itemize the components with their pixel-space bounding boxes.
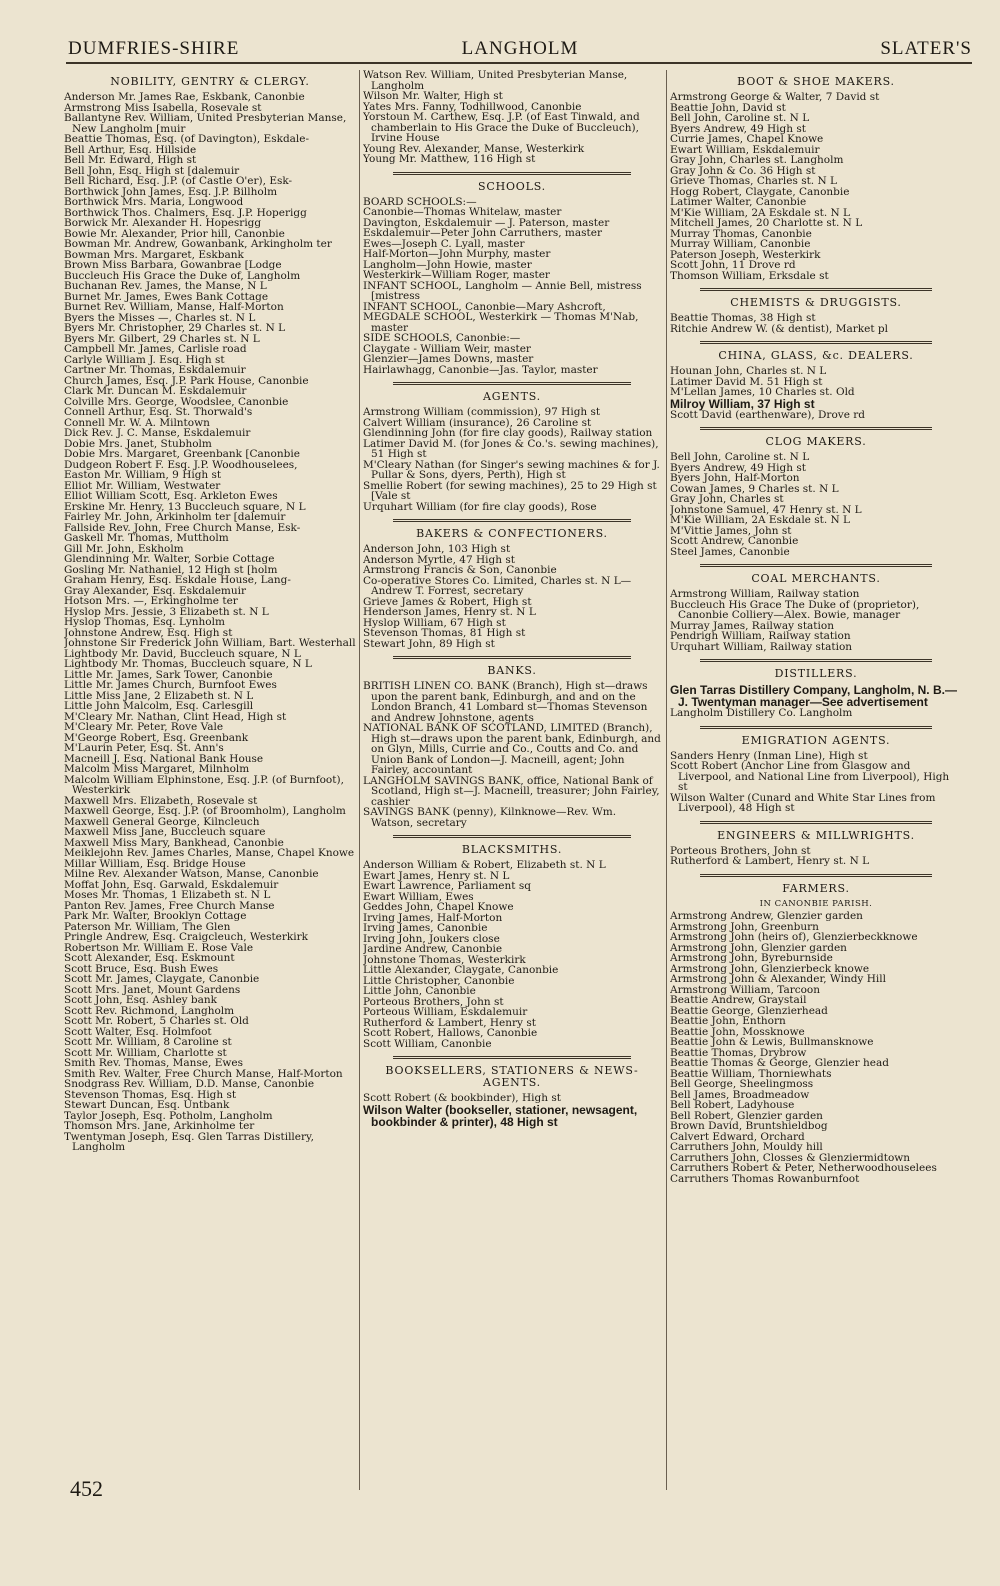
directory-entry: Borthwick Mrs. Maria, Longwood (64, 196, 244, 208)
directory-entry: Bowman Mr. Andrew, Gowanbank, Arkingholm ter (64, 238, 332, 250)
directory-entry: Murray Thomas, Canonbie (670, 227, 812, 240)
directory-entry: Campbell Mr. James, Carlisle road (64, 343, 247, 355)
directory-entry: Wilson Walter (Cunard and White Star Lines from Liverpool), 48 High st (670, 791, 936, 814)
directory-entry: Thomson Mrs. Jane, Arkinholme ter (64, 1120, 255, 1132)
header-town: LANGHOLM (461, 38, 579, 59)
directory-entry: Currie James, Chapel Knowe (670, 133, 824, 145)
directory-entry: Macneill J. Esq. National Bank House (64, 752, 264, 765)
directory-entry: Burnet Mr. James, Ewes Bank Cottage (64, 290, 269, 303)
directory-entry: Smith Rev. Thomas, Manse, Ewes (64, 1057, 243, 1069)
directory-entry: Calvert Edward, Orchard (670, 1130, 805, 1143)
directory-entry: Ewart James, Henry st. N L (363, 869, 510, 882)
directory-entry: M'Cleary Mr. Peter, Rove Vale (64, 721, 224, 733)
directory-entry: Snodgrass Rev. William, D.D. Manse, Canonbie (64, 1078, 315, 1090)
directory-entry: Hyslop William, 67 High st (363, 616, 506, 629)
header-publisher: SLATER'S (880, 38, 972, 59)
directory-entry: Geddes John, Chapel Knowe (363, 901, 514, 913)
directory-entry: Bell Robert, Glenzier garden (670, 1109, 823, 1122)
directory-entry: Byers Mr. Christopher, 29 Charles st. N L (64, 322, 286, 334)
directory-entry: Little Mr. James Church, Burnfoot Ewes (64, 679, 277, 691)
directory-entry: Yates Mrs. Fanny, Todhillwood, Canonbie (363, 100, 582, 113)
directory-entry: Brown David, Bruntshieldbog (670, 1120, 828, 1132)
section-heading: BLACKSMITHS. (461, 843, 563, 856)
directory-entry: Beattie Thomas & George, Glenzier head (670, 1057, 889, 1069)
directory-entry: Armstrong William, Railway station (670, 588, 860, 600)
directory-entry: Little Alexander, Claygate, Canonbie (363, 964, 559, 976)
header-county: DUMFRIES-SHIRE (68, 38, 240, 59)
directory-entry: Bowman Mrs. Margaret, Eskbank (64, 248, 244, 261)
directory-entry: Dobie Mrs. Margaret, Greenbank [Canonbie (64, 448, 300, 460)
directory-entry: Co-operative Stores Co. Limited, Charles st. N L—Andrew T. Forrest, secretary (363, 574, 632, 597)
directory-entry: Young Rev. Alexander, Manse, Westerkirk (363, 142, 585, 155)
directory-entry: Little Mr. James, Sark Tower, Canonbie (64, 668, 273, 681)
column-2 (363, 70, 661, 1500)
directory-entry: Beattie Andrew, Graystail (670, 994, 807, 1006)
directory-entry: Scott Andrew, Canonbie (670, 535, 799, 547)
section-separator (393, 1056, 631, 1059)
section-separator (393, 835, 631, 838)
section-heading: CHINA, GLASS, &c. DEALERS. (718, 349, 914, 362)
directory-entry: Stevenson Thomas, 81 High st (363, 627, 526, 639)
directory-entry: Glenzier—James Downs, master (363, 353, 534, 365)
section-separator (393, 656, 631, 659)
directory-entry: Armstrong John, Byreburnside (670, 952, 833, 964)
directory-entry: Grieve James & Robert, High st (363, 595, 532, 608)
directory-entry: Scott Mr. Robert, 5 Charles st. Old (64, 1015, 249, 1027)
directory-entry: Maxwell Mrs. Elizabeth, Rosevale st (64, 794, 258, 807)
directory-entry: Buccleuch His Grace the Duke of, Langholm (64, 269, 301, 282)
directory-entry: Paterson Joseph, Westerkirk (670, 248, 821, 261)
section-heading: NOBILITY, GENTRY & CLERGY. (110, 75, 310, 88)
directory-entry: Bell John, Caroline st. N L (670, 451, 810, 463)
directory-entry: M'Lellan James, 10 Charles st. Old (670, 386, 855, 398)
directory-entry: Beattie George, Glenzierhead (670, 1004, 828, 1017)
directory-entry: Johnstone Thomas, Westerkirk (363, 953, 526, 966)
directory-entry: Byers Andrew, 49 High st (670, 461, 806, 474)
directory-entry: Beattie Thomas, 38 High st (670, 312, 816, 324)
directory-entry: Graham Henry, Esq. Eskdale House, Lang- (64, 574, 291, 586)
directory-entry: Urquhart William (for fire clay goods), Rose (363, 500, 597, 513)
directory-entry: Scott Bruce, Esq. Bush Ewes (64, 962, 219, 975)
directory-entry: Murray James, Railway station (670, 619, 834, 632)
section-separator (700, 564, 932, 567)
directory-entry: M'Vittie James, John st (670, 524, 792, 537)
directory-entry: Ewart Lawrence, Parliament sq (363, 880, 531, 892)
directory-entry: Pringle Andrew, Esq. Craigcleuch, Westerkirk (64, 931, 309, 943)
directory-entry: Maxwell George, Esq. J.P. (of Broomholm), Langholm (64, 805, 346, 817)
column-divider (666, 70, 667, 1490)
page-number: 452 (70, 1476, 103, 1501)
page-header (68, 38, 972, 64)
directory-entry: Dick Rev. J. C. Manse, Eskdalemuir (64, 427, 251, 439)
directory-entry: Porteous Brothers, John st (670, 844, 811, 857)
section-heading: EMIGRATION AGENTS. (741, 733, 891, 747)
directory-entry: Stewart John, 89 High st (363, 637, 495, 650)
section-heading: SCHOOLS. (478, 179, 546, 193)
directory-entry: Calvert William (insurance), 26 Caroline st (363, 416, 592, 429)
directory-entry: Latimer Walter, Canonbie (670, 196, 807, 208)
directory-entry: Glendinning Mr. Walter, Sorbie Cottage (64, 553, 275, 565)
directory-entry: Hounan John, Charles st. N L (670, 365, 827, 377)
directory-entry: Rutherford & Lambert, Henry st. N L (670, 855, 870, 867)
directory-entry: Malcolm William Elphinstone, Esq. J.P. (of Burnfoot), Westerkirk (64, 773, 344, 796)
directory-entry: Scott Mrs. Janet, Mount Gardens (64, 983, 241, 996)
directory-entry: M'George Robert, Esq. Greenbank (64, 731, 249, 744)
directory-entry: MEGDALE SCHOOL, Westerkirk — Thomas M'Nab, master (363, 311, 639, 334)
directory-entry: Elliot William Scott, Esq. Arkleton Ewes (64, 490, 278, 502)
directory-entry: Borthwick John James, Esq. J.P. Billholm (64, 185, 278, 198)
directory-entry: Johnstone Samuel, 47 Henry st. N L (670, 503, 862, 516)
directory-entry: Davington, Eskdalemuir — J. Paterson, master (363, 216, 610, 229)
directory-entry: Armstrong George & Walter, 7 David st (670, 91, 880, 103)
directory-entry: Johnstone Andrew, Esq. High st (64, 626, 233, 639)
directory-entry: Bell John, Esq. High st [dalemuir (64, 164, 240, 177)
directory-entry: Connell Arthur, Esq. St. Thorwald's (64, 406, 253, 418)
directory-entry: Scott Robert (& bookbinder), High st (363, 1092, 561, 1104)
directory-entry: Irving James, Canonbie (363, 922, 488, 934)
directory-entry: Cowan James, 9 Charles st. N L (670, 482, 839, 495)
directory-entry: Scott Mr. William, Charlotte st (64, 1046, 227, 1059)
directory-entry: Beattie John, Enthorn (670, 1015, 786, 1027)
directory-entry: Taylor Joseph, Esq. Potholm, Langholm (64, 1109, 273, 1122)
directory-entry: Park Mr. Walter, Brooklyn Cottage (64, 910, 247, 922)
directory-entry: Connell Mr. W. A. Milntown (64, 416, 210, 429)
directory-entry: Gray John & Co. 36 High st (670, 164, 816, 177)
directory-entry: Gill Mr. John, Eskholm (64, 542, 184, 555)
section-subheading: IN CANONBIE PARISH. (759, 898, 873, 909)
directory-entry: Armstrong John (heirs of), Glenzierbeckknowe (670, 931, 918, 943)
directory-entry: Hyslop Thomas, Esq. Lynholm (64, 616, 225, 628)
directory-entry: Wilson Walter (bookseller, stationer, newsagent, bookbinder & printer), 48 High st (363, 1102, 638, 1129)
directory-entry: Fallside Rev. John, Free Church Manse, Esk- (64, 521, 301, 534)
directory-entry: Hotson Mrs. —, Erkingholme ter (64, 595, 238, 607)
directory-entry: BOARD SCHOOLS:— (363, 195, 477, 208)
directory-entry: Bell Mr. Edward, High st (64, 154, 197, 166)
directory-entry: Beattie John, David st (670, 101, 786, 114)
section-separator (393, 382, 631, 385)
section-separator (700, 659, 932, 662)
directory-entry: Scott Alexander, Esq. Eskmount (64, 952, 235, 964)
directory-entry: Smellie Robert (for sewing machines), 25 to 29 High st [Vale st (363, 479, 657, 502)
directory-entry: SAVINGS BANK (penny), Kilnknowe—Rev. Wm. Watson, secretary (363, 806, 617, 829)
directory-entry: Borthwick Thos. Chalmers, Esq. J.P. Hoperigg (64, 206, 307, 219)
directory-entry: Panton Rev. James, Free Church Manse (64, 899, 275, 912)
directory-entry: Sanders Henry (Inman Line), High st (670, 749, 868, 762)
directory-entry: Half-Morton—John Murphy, master (363, 248, 551, 260)
directory-entry: Armstrong John, Glenzier garden (670, 941, 847, 954)
section-heading: BANKS. (487, 664, 537, 677)
directory-entry: M'Cleary Nathan (for Singer's sewing machines & for J. Pullar & Sons, dyers, Perth), High st (363, 458, 660, 481)
directory-entry: Armstrong William, Tarcoon (670, 983, 821, 996)
directory-entry: Clark Mr. Duncan M. Eskdalemuir (64, 385, 247, 397)
directory-entry: Maxwell Miss Mary, Bankhead, Canonbie (64, 836, 284, 849)
directory-entry: Little John, Canonbie (363, 985, 476, 997)
directory-entry: Anderson John, 103 High st (363, 543, 511, 555)
section-heading: COAL MERCHANTS. (751, 572, 881, 585)
directory-entry: Burnet Rev. William, Manse, Half-Morton (64, 301, 284, 313)
directory-entry: Anderson Myrtle, 47 High st (363, 553, 515, 566)
section-separator (700, 427, 932, 430)
directory-entry: Ewes—Joseph C. Lyall, master (363, 237, 525, 250)
directory-entry: Glen Tarras Distillery Company, Langholm, N. B.—J. Twentyman manager—See advertisement (670, 683, 957, 709)
directory-entry: INFANT SCHOOL, Canonbie—Mary Ashcroft, (363, 300, 606, 313)
directory-entry: Milroy William, 37 High st (670, 396, 815, 411)
directory-entry: Armstrong Andrew, Glenzier garden (670, 910, 863, 922)
directory-entry: Little Christopher, Canonbie (363, 974, 515, 987)
directory-entry: M'Cleary Mr. Nathan, Clint Head, High st (64, 710, 287, 723)
section-separator (700, 874, 932, 877)
directory-entry: Johnstone Sir Frederick John William, Bart. Westerhall (64, 637, 356, 649)
directory-entry: Bell John, Caroline st. N L (670, 112, 810, 124)
directory-entry: Meiklejohn Rev. James Charles, Manse, Chapel Knowe (64, 847, 355, 859)
directory-entry: Armstrong John & Alexander, Windy Hill (670, 973, 886, 985)
directory-entry: Eskdalemuir—Peter John Carruthers, master (363, 227, 602, 239)
directory-entry: Easton Mr. William, 9 High st (64, 469, 222, 481)
section-separator (700, 821, 932, 824)
directory-entry: Malcolm Miss Margaret, Milnholm (64, 763, 250, 775)
directory-entry: Little John Malcolm, Esq. Carlesgill (64, 700, 254, 712)
directory-entry: Porteous William, Eskdalemuir (363, 1006, 528, 1018)
directory-entry: Gray John, Charles st. Langholm (670, 154, 844, 166)
directory-entry: Hogg Robert, Claygate, Canonbie (670, 185, 850, 198)
directory-entry: Ballantyne Rev. William, United Presbyterian Manse, New Langholm [muir (64, 112, 347, 135)
section-heading: FARMERS. (782, 881, 850, 895)
directory-entry: M'Kie William, 2A Eskdale st. N L (670, 206, 851, 219)
directory-entry: Carruthers John, Mouldy hill (670, 1141, 823, 1153)
directory-entry: Urquhart William, Railway station (670, 640, 853, 653)
section-separator (393, 519, 631, 522)
directory-entry: Moses Mr. Thomas, 1 Elizabeth st. N L (64, 889, 271, 901)
directory-entry: Carruthers Thomas Rowanburnfoot (670, 1172, 860, 1185)
directory-entry: Armstrong John, Glenzierbeck knowe (670, 962, 870, 975)
directory-entry: Paterson Mr. William, The Glen (64, 920, 231, 933)
directory-entry: Scott Rev. Richmond, Langholm (64, 1004, 235, 1017)
directory-entry: Porteous Brothers, John st (363, 995, 504, 1008)
directory-entry: Maxwell Miss Jane, Buccleuch square (64, 826, 266, 838)
section-heading: BOOT & SHOE MAKERS. (737, 75, 895, 88)
directory-entry: Young Mr. Matthew, 116 High st (363, 153, 536, 165)
section-heading: BOOKSELLERS, STATIONERS & NEWS-AGENTS. (385, 1064, 639, 1089)
section-heading: CLOG MAKERS. (765, 435, 867, 448)
directory-entry: Canonbie—Thomas Whitelaw, master (363, 206, 562, 218)
directory-entry: Bell Robert, Ladyhouse (670, 1099, 795, 1111)
directory-entry: Lightbody Mr. Thomas, Buccleuch square, N L (64, 658, 312, 670)
directory-entry: Gaskell Mr. Thomas, Muttholm (64, 532, 229, 544)
directory-entry: Scott Robert, Hallows, Canonbie (363, 1027, 538, 1039)
directory-entry: Armstrong Francis & Son, Canonbie (363, 564, 557, 576)
directory-entry: Stevenson Thomas, Esq. High st (64, 1088, 237, 1101)
directory-entry: Hyslop Mrs. Jessie, 3 Elizabeth st. N L (64, 605, 269, 618)
directory-entry: Irving James, Half-Morton (363, 911, 503, 924)
directory-entry: Yorstoun M. Carthew, Esq. J.P. (of East Tinwald, and chamberlain to His Grace the Duke of Buccleuch), Irvine House (363, 111, 640, 144)
directory-entry: Langholm—John Howie, master (363, 258, 532, 271)
directory-entry: Brown Miss Barbara, Gowanbrae [Lodge (64, 259, 282, 271)
directory-entry: Bell Arthur, Esq. Hillside (64, 143, 197, 156)
directory-entry: BRITISH LINEN CO. BANK (Branch), High st—draws upon the parent bank, Edinburgh, and and on the London Branch, 41 Lombard st—Thomas Stevenson and Andrew Johnstone, agents (363, 680, 648, 724)
directory-entry: Milne Rev. Alexander Watson, Manse, Canonbie (64, 868, 319, 880)
directory-entry: Bell James, Broadmeadow (670, 1088, 810, 1101)
directory-entry: Beattie Thomas, Esq. (of Davington), Eskdale- (64, 133, 310, 145)
directory-entry: Henderson James, Henry st. N L (363, 606, 536, 618)
directory-entry: Grieve Thomas, Charles st. N L (670, 175, 837, 187)
section-heading: AGENTS. (483, 390, 541, 403)
directory-entry: Anderson William & Robert, Elizabeth st. N L (363, 859, 606, 871)
directory-entry: Twentyman Joseph, Esq. Glen Tarras Distillery, Langholm (64, 1130, 314, 1153)
directory-entry: Hairlawhagg, Canonbie—Jas. Taylor, master (363, 363, 598, 376)
directory-entry: Bell Richard, Esq. J.P. (of Castle O'er), Esk- (64, 175, 293, 187)
directory-entry: Buchanan Rev. James, the Manse, N L (64, 280, 267, 292)
section-separator (700, 341, 932, 344)
section-heading: CHEMISTS & DRUGGISTS. (730, 296, 902, 309)
directory-entry: Latimer David M. (for Jones & Co.'s. sewing machines), 51 High st (363, 437, 659, 460)
directory-entry: Murray William, Canonbie (670, 238, 811, 250)
directory-entry: Carruthers John, Closses & Glenziermidtown (670, 1151, 911, 1164)
directory-entry: Stewart Duncan, Esq. Untbank (64, 1099, 230, 1111)
directory-entry: Rutherford & Lambert, Henry st (363, 1016, 536, 1029)
directory-entry: Robertson Mr. William E. Rose Vale (64, 941, 254, 954)
column-3 (670, 70, 962, 1500)
directory-entry: Scott Robert (Anchor Line from Glasgow and Liverpool, and National Line from Liverpool), High st (670, 760, 950, 793)
directory-entry: Scott John, Esq. Ashley bank (64, 994, 218, 1006)
directory-entry: Gosling Mr. Nathaniel, 12 High st [holm (64, 563, 278, 576)
directory-entry: Glendinning John (for fire clay goods), Railway station (363, 427, 653, 439)
directory-entry: Latimer David M. 51 High st (670, 375, 823, 388)
directory-entry: Bell George, Sheelingmoss (670, 1078, 814, 1090)
directory-entry: INFANT SCHOOL, Langholm — Annie Bell, mistress [mistress (363, 279, 642, 302)
section-separator (700, 288, 932, 291)
directory-entry: Bowie Mr. Alexander, Prior hill, Canonbie (64, 227, 285, 240)
directory-entry: Wilson Mr. Walter, High st (363, 90, 503, 102)
directory-entry: Scott Walter, Esq. Holmfoot (64, 1025, 212, 1038)
directory-entry: Armstrong John, Greenburn (670, 920, 819, 933)
directory-entry: Scott Mr. William, 8 Caroline st (64, 1036, 232, 1048)
directory-entry: Claygate - William Weir, master (363, 342, 531, 355)
directory-entry: Langholm Distillery Co. Langholm (670, 707, 853, 719)
directory-entry: Church James, Esq. J.P. Park House, Canonbie (64, 374, 309, 387)
directory-entry: Cartner Mr. Thomas, Eskdalemuir (64, 364, 246, 376)
directory-entry: Elliot Mr. William, Westwater (64, 479, 221, 492)
directory-entry: Ewart William, Ewes (363, 890, 474, 903)
directory-entry: Byers the Misses —, Charles st. N L (64, 311, 256, 324)
directory-entry: Maxwell General George, Kilncleuch (64, 815, 260, 828)
directory-entry: Dobie Mrs. Janet, Stubholm (64, 437, 212, 450)
directory-entry: Anderson Mr. James Rae, Eskbank, Canonbie (64, 91, 305, 103)
directory-entry: M'Laurin Peter, Esq. St. Ann's (64, 742, 224, 754)
header-rule (66, 62, 972, 64)
directory-entry: Beattie William, Thorniewhats (670, 1067, 832, 1080)
column-divider (359, 70, 360, 1490)
directory-entry: Scott John, 11 Drove rd (670, 259, 796, 271)
directory-entry: Armstrong William (commission), 97 High st (363, 406, 601, 418)
directory-entry: Smith Rev. Walter, Free Church Manse, Half-Morton (64, 1067, 343, 1080)
directory-entry: M'Kie William, 2A Eskdale st. N L (670, 514, 851, 526)
directory-entry: Beattie John, Mossknowe (670, 1025, 805, 1038)
directory-entry: Buccleuch His Grace The Duke of (proprietor), Canonbie Colliery—Alex. Bowie, manager (670, 598, 920, 621)
directory-entry: LANGHOLM SAVINGS BANK, office, National Bank of Scotland, High st—J. Macneill, treasurer; John Fairley, cashier (363, 774, 660, 808)
directory-entry: Fairley Mr. John, Arkinholm ter [dalemuir (64, 511, 286, 523)
directory-entry: Millar William, Esq. Bridge House (64, 857, 246, 870)
directory-entry: Armstrong Miss Isabella, Rosevale st (64, 101, 262, 114)
directory-entry: Jardine Andrew, Canonbie (363, 943, 503, 955)
directory-entry: Irving John, Joukers close (363, 932, 500, 945)
section-heading: ENGINEERS & MILLWRIGHTS. (717, 828, 915, 842)
directory-entry: Watson Rev. William, United Presbyterian Manse, Langholm (363, 70, 628, 92)
directory-entry: Colville Mrs. George, Woodslee, Canonbie (64, 395, 289, 408)
section-heading: DISTILLERS. (774, 667, 858, 680)
directory-entry: Moffat John, Esq. Garwald, Eskdalemuir (64, 878, 279, 891)
directory-entry: Borwick Mr. Alexander H. Hopesrigg (64, 217, 262, 229)
directory-entry: Ritchie Andrew W. (& dentist), Market pl (670, 322, 888, 335)
directory-entry: Westerkirk—William Roger, master (363, 269, 550, 281)
directory-entry: NATIONAL BANK OF SCOTLAND, LIMITED (Branch), High st—draws upon the parent bank, Edinburgh, and on Glyn, Mills, Currie and Co., Coutts and Co. and Union Bank of London—J. Macneill, agent; John Fairley, accountant (363, 722, 661, 776)
directory-entry: Beattie Thomas, Drybrow (670, 1046, 807, 1059)
directory-entry: Erskine Mr. Henry, 13 Buccleuch square, N L (64, 500, 306, 513)
directory-entry: Carruthers Robert & Peter, Netherwoodhouselees (670, 1162, 937, 1174)
directory-entry: Little Miss Jane, 2 Elizabeth st. N L (64, 689, 254, 702)
directory-entry: Gray John, Charles st (670, 493, 784, 505)
directory-entry: Ewart William, Eskdalemuir (670, 143, 820, 156)
directory-entry: Mitchell James, 20 Charlotte st. N L (670, 217, 863, 229)
directory-entry: Thomson William, Erksdale st (670, 269, 829, 282)
directory-entry: Dudgeon Robert F. Esq. J.P. Woodhouselees, (64, 458, 298, 471)
section-separator (700, 726, 932, 729)
directory-entry: Pendrigh William, Railway station (670, 630, 851, 642)
directory-entry: Byers Andrew, 49 High st (670, 122, 806, 135)
section-heading: BAKERS & CONFECTIONERS. (416, 527, 608, 540)
directory-entry: Byers John, Half-Morton (670, 472, 800, 484)
column-1 (64, 70, 356, 1500)
directory-entry: SIDE SCHOOLS, Canonbie:— (363, 332, 521, 344)
directory-entry: Scott William, Canonbie (363, 1037, 492, 1050)
directory-entry: Gray Alexander, Esq. Eskdalemuir (64, 584, 247, 597)
directory-entry: Lightbody Mr. David, Buccleuch square, N L (64, 647, 301, 660)
directory-entry: Byers Mr. Gilbert, 29 Charles st. N L (64, 332, 260, 345)
directory-entry: Beattie John & Lewis, Bullmansknowe (670, 1036, 874, 1048)
section-separator (393, 172, 631, 175)
directory-entry: Steel James, Canonbie (670, 545, 790, 558)
directory-entry: Scott David (earthenware), Drove rd (670, 408, 865, 421)
directory-entry: Scott Mr. James, Claygate, Canonbie (64, 973, 260, 985)
directory-entry: Carlyle William J. Esq. High st (64, 353, 225, 366)
